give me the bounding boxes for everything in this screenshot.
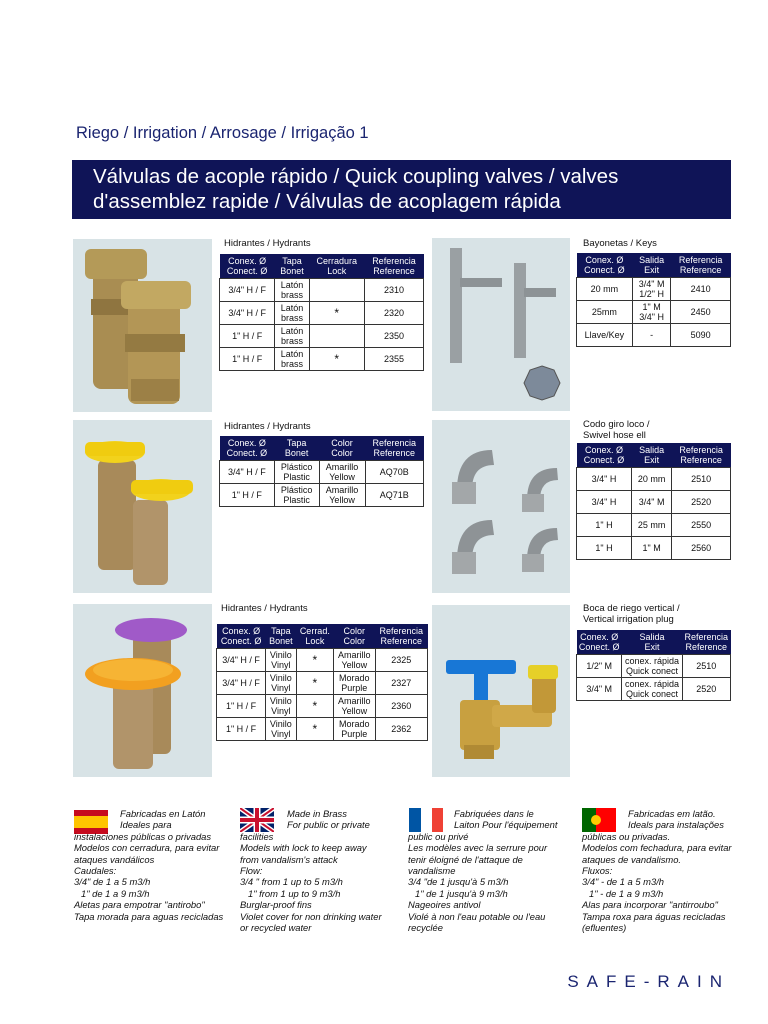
irrigation-plug-image xyxy=(432,605,570,777)
table-row: 1" H 25 mm 2550 xyxy=(577,514,731,537)
hydrants-brass-table xyxy=(219,254,424,371)
col-reference: Referencia Reference xyxy=(671,253,731,278)
col-lock: Cerrad. Lock xyxy=(296,624,334,649)
col-exit: Salida Exit xyxy=(622,630,682,655)
caption-plug: Boca de riego vertical / Vertical irrigation plug xyxy=(583,603,680,625)
col-reference: Referencia Reference xyxy=(365,436,423,461)
breadcrumb: Riego / Irrigation / Arrosage / Irrigação 1 xyxy=(76,124,369,142)
table-row: 1/2" M conex. rápida Quick conect 2510 xyxy=(577,655,731,678)
keys-image xyxy=(432,238,570,411)
col-color: Color Color xyxy=(319,436,365,461)
title-line-2: d'assemblez rapide / Válvulas de acoplagem rápida xyxy=(93,190,561,213)
col-exit: Salida Exit xyxy=(632,253,671,278)
table-row: 3/4" H / F Vinilo Vinyl * Amarillo Yellow 2325 xyxy=(217,649,428,672)
col-connection: Conex. Ø Conect. Ø xyxy=(577,443,632,468)
caption-hydrants-2: Hidrantes / Hydrants xyxy=(224,421,311,432)
table-row: Llave/Key - 5090 xyxy=(577,324,731,347)
hydrants-plastic-table xyxy=(219,436,424,507)
table-row: 3/4" H 3/4" M 2520 xyxy=(577,491,731,514)
col-connection: Conex. Ø Conect. Ø xyxy=(217,624,266,649)
title-line-1: Válvulas de acople rápido / Quick coupling valves / valves xyxy=(93,165,619,188)
page-title-banner xyxy=(72,160,731,219)
table-row: 3/4" H / F Plástico Plastic Amarillo Yellow AQ70B xyxy=(220,461,424,484)
table-row: 3/4" H / F Latón brass 2310 xyxy=(220,279,424,302)
col-bonet: Tapa Bonet xyxy=(274,436,319,461)
swivel-table xyxy=(576,443,731,560)
col-color: Color Color xyxy=(334,624,375,649)
brand-footer: SAFE-RAIN xyxy=(567,972,730,991)
caption-keys: Bayonetas / Keys xyxy=(583,238,657,249)
table-row: 3/4" H / F Latón brass * 2320 xyxy=(220,302,424,325)
col-connection: Conex. Ø Conect. Ø xyxy=(577,253,633,278)
plug-table xyxy=(576,630,731,701)
col-reference: Referencia Reference xyxy=(672,443,731,468)
note-english: Made in Brass For public or private facilities Models with lock to keep away from vandalism's attack Flow: 3/4 " from 1 up to 5 m3/h 1" from 1 up to 9 m3/h Burglar-proof fins Violet cover for non drinking water or recycled water xyxy=(240,808,382,934)
photo-swivel-ells xyxy=(432,420,570,593)
col-connection: Conex. Ø Conect. Ø xyxy=(220,254,275,279)
table-row: 1" H / F Plástico Plastic Amarillo Yellow AQ71B xyxy=(220,484,424,507)
plastic-hydrant-image xyxy=(73,420,212,593)
table-row: 1" H / F Vinilo Vinyl * Morado Purple 2362 xyxy=(217,718,428,741)
table-row: 25mm 1" M 3/4" H 2450 xyxy=(577,301,731,324)
note-french: Fabriquées dans le Laiton Pour l'équipement public ou privé Les modèles avec la serrure pour tenir éloigné de l'attaque de vandalisme 3/4 "de 1 jusqu'à 5 m3/h 1" de 1 jusqu'à 9 m3/h Nageoires antivol Violé à non l'eau potable ou l'eau recyclée xyxy=(408,808,558,934)
photo-brass-hydrants xyxy=(73,239,212,412)
note-portuguese: Fabricadas em latão. Ideals para instalações públicas ou privadas. Modelos com fechadura, para evitar ataques de vandalismo. Fluxos: 3/4" - de 1 a 5 m3/h 1" - de 1 a 9 m3/h Alas para incorporar "antirroubo" Tampa roxa para águas recicladas (efluentes) xyxy=(582,808,732,934)
table-row: 3/4" H 20 mm 2510 xyxy=(577,468,731,491)
col-bonet: Tapa Bonet xyxy=(266,624,296,649)
table-row: 1" H / F Latón brass * 2355 xyxy=(220,348,424,371)
photo-keys xyxy=(432,238,570,411)
table-row: 1" H / F Latón brass 2350 xyxy=(220,325,424,348)
col-connection: Conex. Ø Conect. Ø xyxy=(220,436,275,461)
col-reference: Referencia Reference xyxy=(364,254,423,279)
caption-hydrants-1: Hidrantes / Hydrants xyxy=(224,238,311,249)
vinyl-hydrant-image xyxy=(73,604,212,777)
col-reference: Referencia Reference xyxy=(682,630,730,655)
photo-vinyl-hydrants xyxy=(73,604,212,777)
col-reference: Referencia Reference xyxy=(375,624,428,649)
photo-plastic-hydrants xyxy=(73,420,212,593)
table-row: 20 mm 3/4" M 1/2" H 2410 xyxy=(577,278,731,301)
col-connection: Conex. Ø Conect. Ø xyxy=(577,630,622,655)
col-exit: Salida Exit xyxy=(632,443,672,468)
table-row: 1" H 1" M 2560 xyxy=(577,537,731,560)
keys-table xyxy=(576,253,731,347)
col-lock: Cerradura Lock xyxy=(309,254,364,279)
col-bonet: Tapa Bonet xyxy=(275,254,309,279)
caption-swivel: Codo giro loco / Swivel hose ell xyxy=(583,419,650,441)
caption-hydrants-3: Hidrantes / Hydrants xyxy=(221,603,308,614)
swivel-ell-image xyxy=(432,420,570,593)
hydrants-vinyl-table xyxy=(216,624,428,741)
brass-hydrant-image xyxy=(73,239,212,412)
photo-irrigation-plug xyxy=(432,605,570,777)
table-row: 3/4" M conex. rápida Quick conect 2520 xyxy=(577,678,731,701)
table-row: 3/4" H / F Vinilo Vinyl * Morado Purple 2327 xyxy=(217,672,428,695)
note-spanish: Fabricadas en Latón Ideales para instalaciones públicas o privadas Modelos con cerradura, para evitar ataques vandálicos Caudales: 3/4" de 1 a 5 m3/h 1" de 1 a 9 m3/h Aletas para empotrar "antirobo" Tapa morada para aguas recicladas xyxy=(74,808,224,922)
table-row: 1" H / F Vinilo Vinyl * Amarillo Yellow 2360 xyxy=(217,695,428,718)
